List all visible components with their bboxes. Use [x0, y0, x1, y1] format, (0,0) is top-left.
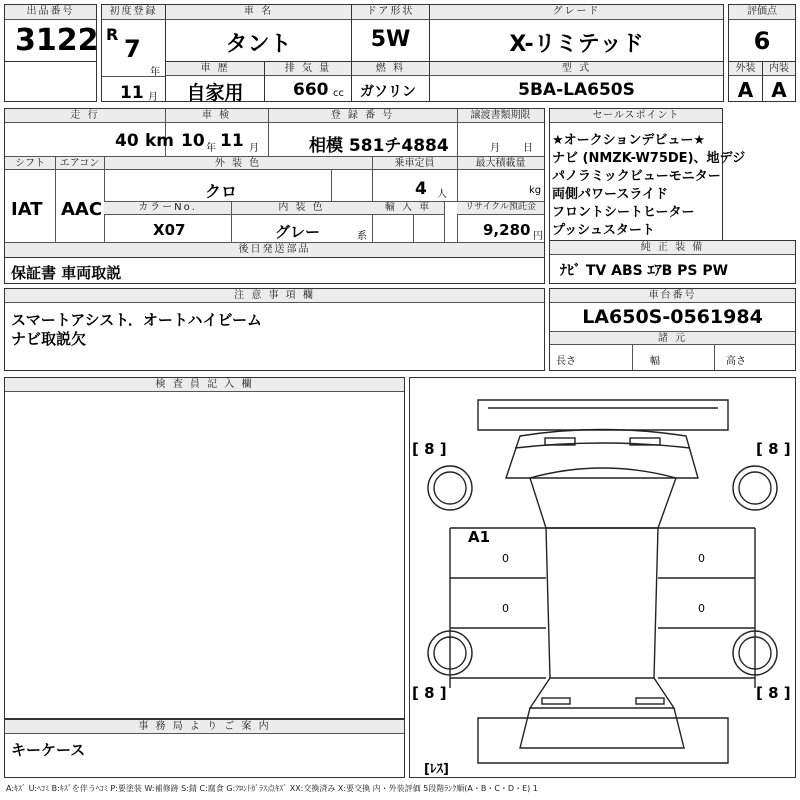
sales-point-item: プッシュスタート [552, 223, 655, 238]
inspector-cell [4, 377, 405, 719]
aircon-label: エアコン [55, 157, 104, 170]
score-cell [728, 4, 796, 62]
model-cell [429, 61, 724, 102]
zero-mark: 0 [698, 602, 705, 615]
first-reg-month: 11 [120, 83, 144, 103]
import-label: 輸 入 車 [372, 201, 444, 215]
door-cell [351, 4, 430, 62]
tire-rear-right: [ 8 ] [756, 684, 791, 702]
later-parts-label: 後日発送部品 [5, 243, 544, 257]
fuel: ガソリン [360, 84, 416, 100]
car-outline [410, 378, 795, 777]
shift-label: シフト [5, 157, 55, 170]
notes-line: ナビ取説欠 [11, 330, 87, 348]
max-load-label: 最大積載量 [457, 157, 544, 170]
shift: IAT [11, 199, 43, 220]
tire-front-right: [ 8 ] [756, 440, 791, 458]
transfer-day-unit: 日 [523, 143, 533, 154]
capacity-unit: 人 [437, 189, 447, 200]
spec-length: 長さ [556, 356, 576, 367]
interior-score-cell [762, 61, 796, 102]
damage-mark-a1: A1 [468, 528, 491, 546]
recycle-label: リサイクル預託金 [457, 201, 544, 215]
fuel-label: 燃 料 [352, 62, 429, 76]
zero-mark: 0 [502, 602, 509, 615]
inspector-label: 検 査 員 記 入 欄 [5, 378, 404, 392]
inspection-label: 車 検 [165, 109, 268, 123]
model-label: 型 式 [430, 62, 723, 76]
mileage-unit: km [145, 131, 175, 151]
score-label: 評価点 [729, 5, 795, 20]
legend: A:ｷｽﾞ U:ﾍｺﾐ B:ｷｽﾞを伴うﾍｺﾐ P:要塗装 W:補修跡 S:錆 C:腐食 G:ﾌﾛﾝﾄｶﾞﾗｽ点ｷｽﾞ XX:交換済み X:要交換 内・外装評価 5段階ﾗﾝｸ順(A・B・C・D・E) 1 [6, 784, 538, 793]
later-parts: 保証書 車両取説 [11, 264, 122, 282]
exterior-score: A [737, 78, 754, 102]
sales-points-cell [549, 108, 746, 241]
color-no: X07 [153, 221, 186, 239]
transfer-month-unit: 月 [490, 143, 500, 154]
plate-label: 登 録 番 号 [268, 109, 457, 123]
era: R [106, 25, 119, 44]
recycle-unit: 円 [533, 231, 543, 242]
exterior-score-cell [728, 61, 763, 102]
aircon: AAC [61, 199, 103, 220]
inspection-year-unit: 年 [206, 143, 216, 154]
zero-mark: 0 [502, 552, 509, 565]
capacity: 4 [415, 179, 427, 199]
recycle: 9,280 [483, 221, 531, 239]
vehicle-details-block [4, 108, 545, 258]
spec-width: 幅 [650, 356, 660, 367]
color-no-label: カラーNo. [104, 201, 231, 215]
office-label: 事 務 局 よ り ご 案 内 [5, 720, 404, 734]
history-cell [165, 61, 265, 102]
inspection-month-unit: 月 [249, 143, 259, 154]
office-note: キーケース [11, 741, 86, 759]
plate-number: 相模 581チ4884 [309, 136, 449, 156]
lot-number-cell [4, 4, 97, 62]
first-reg-year: 7 [124, 35, 141, 63]
zero-mark: 0 [698, 552, 705, 565]
ext-color-label: 外 装 色 [104, 157, 372, 170]
equipment-cell [549, 240, 796, 284]
notes-cell [4, 288, 545, 371]
interior-score-label: 内装 [763, 62, 795, 76]
fuel-cell [351, 61, 430, 102]
tire-rear-left: [ 8 ] [412, 684, 447, 702]
lot-blank-cell [4, 61, 97, 102]
spare-tire: [ﾚｽ] [424, 762, 449, 777]
history: 自家用 [186, 82, 244, 104]
displacement-label: 排 気 量 [265, 62, 351, 76]
sales-point-item: ナビ (NMZK-W75DE)、地デジ [552, 151, 746, 166]
first-registration-cell [101, 4, 166, 102]
chassis-number: LA650S-0561984 [582, 306, 763, 328]
int-color-unit: 系 [357, 231, 367, 242]
displacement: 660 [293, 80, 329, 100]
exterior-score-label: 外装 [729, 62, 762, 76]
ext-color: クロ [205, 182, 238, 201]
mileage: 40 [115, 131, 139, 151]
score: 6 [753, 27, 771, 55]
sales-points-label: セールスポイント [550, 109, 722, 123]
specs-label: 諸 元 [550, 331, 795, 345]
lot-number-label: 出品番号 [5, 5, 96, 20]
door-type: 5W [370, 27, 411, 52]
sales-point-item: 両側パワースライド [552, 187, 668, 202]
interior-score: A [771, 78, 787, 102]
equipment-label: 純 正 装 備 [550, 241, 795, 255]
lot-number: 3122 [15, 23, 99, 58]
sales-point-item: ★オークションデビュー★ [552, 133, 706, 148]
equipment: ﾅﾋﾞ TV ABS ｴｱB PS PW [560, 263, 729, 279]
car-name-cell [165, 4, 352, 62]
damage-diagram [409, 377, 796, 778]
sales-point-item: パノラミックビューモニター [552, 169, 721, 184]
displacement-cell [264, 61, 352, 102]
grade-cell [429, 4, 724, 62]
door-label: ドア形状 [352, 5, 429, 20]
displacement-unit: cc [333, 88, 344, 99]
later-parts-cell [4, 257, 545, 284]
int-color-label: 内 装 色 [231, 201, 372, 215]
chassis-cell [549, 288, 796, 371]
max-load-unit: kg [529, 185, 542, 196]
office-cell [4, 719, 405, 778]
spec-height: 高さ [726, 356, 746, 367]
history-label: 車 歴 [166, 62, 264, 76]
notes-label: 注 意 事 項 欄 [5, 289, 544, 303]
transfer-label: 譲渡書類期限 [457, 109, 544, 123]
model: 5BA-LA650S [518, 80, 635, 100]
capacity-label: 乗車定員 [372, 157, 457, 170]
notes-line: スマートアシスト．オートハイビーム [11, 311, 262, 329]
tire-front-left: [ 8 ] [412, 440, 447, 458]
inspection-year: 10 [181, 131, 205, 151]
first-registration-label: 初度登録 [102, 5, 165, 20]
month-unit: 月 [148, 92, 158, 103]
car-name-label: 車 名 [166, 5, 351, 20]
inspection-month: 11 [220, 131, 244, 151]
year-unit: 年 [150, 67, 160, 78]
grade-label: グレード [430, 5, 723, 20]
mileage-label: 走 行 [5, 109, 165, 123]
sales-point-item: フロントシートヒーター [552, 205, 695, 220]
chassis-label: 車台番号 [550, 289, 795, 303]
grade: X-リミテッド [509, 32, 644, 57]
car-name: タント [225, 32, 292, 57]
int-color: グレー [275, 223, 321, 241]
